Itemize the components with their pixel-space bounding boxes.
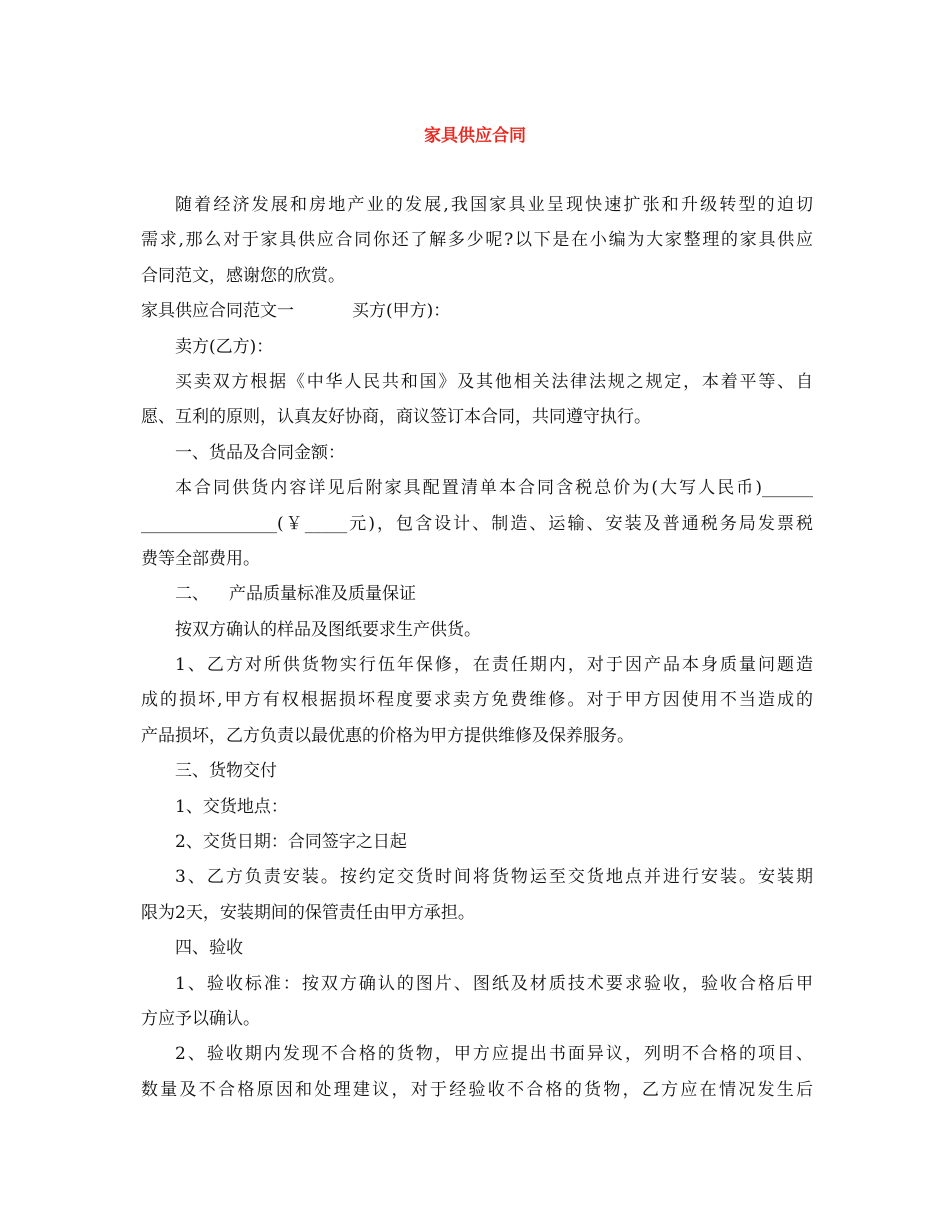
paragraph-line: 3、乙方负责安装。按约定交货时间将货物运至交货地点并进行安装。安装期 xyxy=(175,867,813,888)
paragraph-line: 合同范文，感谢您的欣赏。 xyxy=(141,265,345,286)
section-title: 产品质量标准及质量保证 xyxy=(229,584,416,605)
paragraph-line: 1、交货地点： xyxy=(175,796,288,817)
paragraph-line: 数量及不合格原因和处理建议，对于经验收不合格的货物，乙方应在情况发生后 xyxy=(141,1079,813,1100)
document-title: 家具供应合同 xyxy=(424,126,526,146)
paragraph-line: 本合同供货内容详见后附家具配置清单本合同含税总价为(大写人民币)______ xyxy=(175,478,813,499)
paragraph-line: 2、验收期内发现不合格的货物，甲方应提出书面异议，列明不合格的项目、 xyxy=(175,1044,813,1065)
paragraph-line: ________________(￥_____元)，包含设计、制造、运输、安装及普通税务局发票税 xyxy=(141,513,813,534)
paragraph-line: 成的损坏,甲方有权根据损坏程度要求卖方免费维修。对于甲方因使用不当造成的 xyxy=(141,690,813,711)
paragraph-line: 买卖双方根据《中华人民共和国》及其他相关法律法规之规定，本着平等、自 xyxy=(175,371,813,392)
section-heading: 三、货物交付 xyxy=(175,761,277,782)
sample-heading: 家具供应合同范文一 xyxy=(141,301,294,322)
paragraph-line: 产品损坏，乙方负责以最优惠的价格为甲方提供维修及保养服务。 xyxy=(141,725,634,746)
paragraph-line: 随着经济发展和房地产业的发展,我国家具业呈现快速扩张和升级转型的迫切 xyxy=(175,195,813,215)
seller-label: 卖方(乙方)： xyxy=(175,336,274,357)
paragraph-line: 1、乙方对所供货物实行伍年保修，在责任期内，对于因产品本身质量问题造 xyxy=(175,655,813,676)
paragraph-line: 需求,那么对于家具供应合同你还了解多少呢?以下是在小编为大家整理的家具供应 xyxy=(141,230,813,251)
section-number: 二、 xyxy=(175,584,209,605)
buyer-label: 买方(甲方)： xyxy=(352,301,451,322)
document-body xyxy=(141,188,813,1108)
paragraph-line: 费等全部费用。 xyxy=(141,548,260,569)
paragraph-line: 限为2天，安装期间的保管责任由甲方承担。 xyxy=(141,902,475,923)
paragraph-line: 方应予以确认。 xyxy=(141,1008,260,1029)
section-heading: 四、验收 xyxy=(175,938,243,959)
paragraph-line: 愿、互利的原则，认真友好协商，商议签订本合同，共同遵守执行。 xyxy=(141,407,651,428)
paragraph-line: 按双方确认的样品及图纸要求生产供货。 xyxy=(175,619,481,640)
paragraph-line: 2、交货日期：合同签字之日起 xyxy=(175,832,407,853)
paragraph-line: 1、验收标准：按双方确认的图片、图纸及材质技术要求验收，验收合格后甲 xyxy=(175,973,813,994)
section-heading: 一、货品及合同金额： xyxy=(175,442,345,463)
section-heading xyxy=(141,577,813,612)
paragraph-line xyxy=(141,294,813,329)
